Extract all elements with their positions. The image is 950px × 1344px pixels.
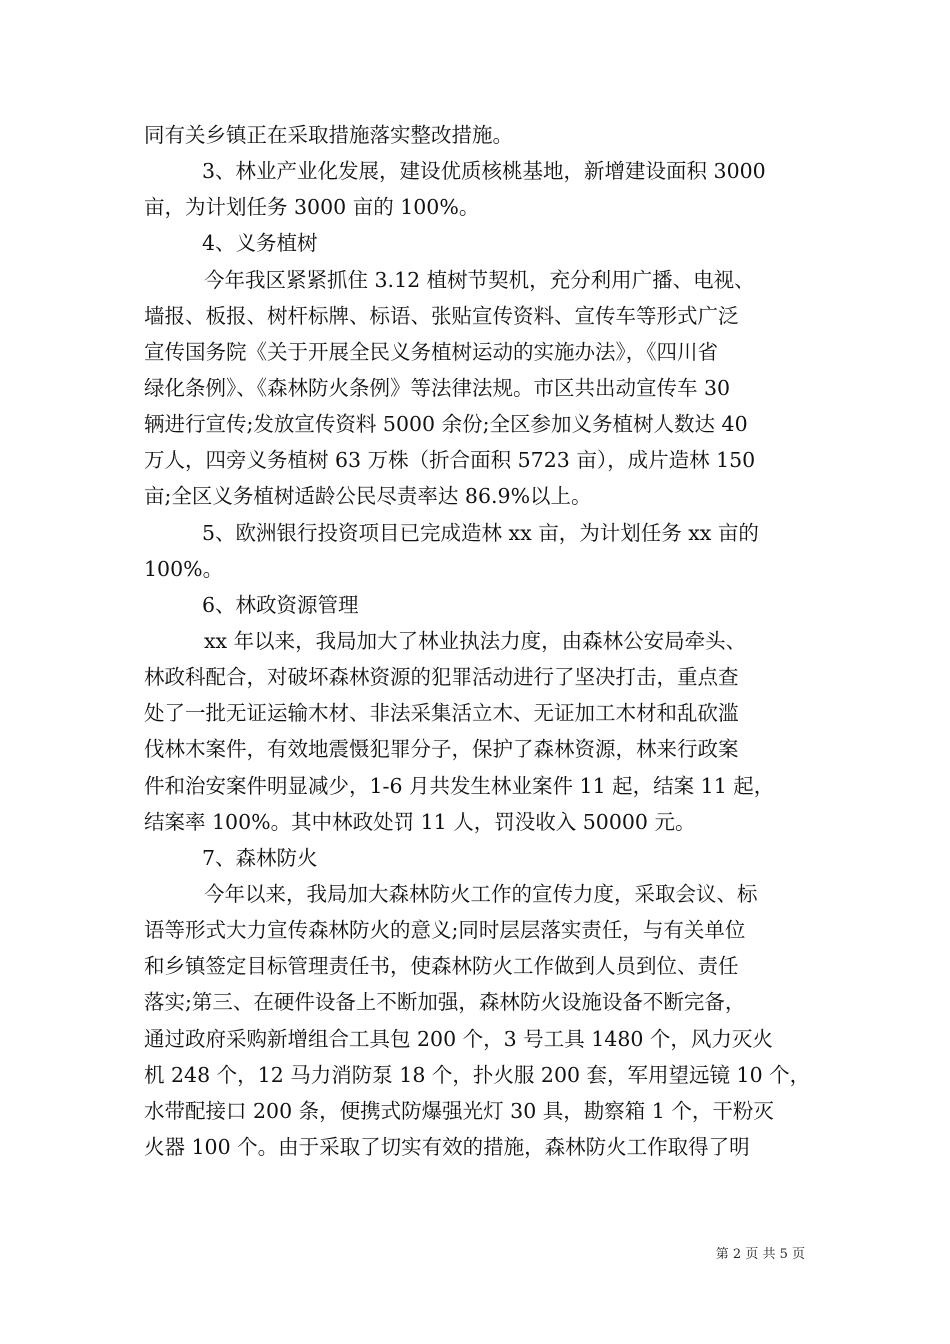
text-line: 语等形式大力宣传森林防火的意义;同时层层落实责任，与有关单位 [144, 918, 746, 943]
text-line: 伐林木案件，有效地震慑犯罪分子，保护了森林资源，林来行政案 [144, 737, 739, 762]
text-line: 亩;全区义务植树适龄公民尽责率达 86.9%以上。 [144, 484, 592, 509]
text-line: 100%。 [144, 556, 224, 581]
text-line: 件和治安案件明显减少，1-6 月共发生林业案件 11 起，结案 11 起， [144, 773, 775, 798]
text-line: 万人，四旁义务植树 63 万株（折合面积 5723 亩），成片造林 150 [144, 448, 756, 473]
text-line: 火器 100 个。由于采取了切实有效的措施，森林防火工作取得了明 [144, 1134, 750, 1159]
text-line: 通过政府采购新增组合工具包 200 个，3 号工具 1480 个，风力灭火 [144, 1026, 773, 1051]
text-line: 今年以来，我局加大森林防火工作的宣传力度，采取会议、标 [204, 881, 758, 906]
text-line: 结案率 100%。其中林政处罚 11 人，罚没收入 50000 元。 [144, 809, 696, 834]
page-number: 第 2 页 共 5 页 [715, 1247, 805, 1262]
text-line: 和乡镇签定目标管理责任书，使森林防火工作做到人员到位、责任 [144, 954, 739, 979]
text-line: 宣传国务院《关于开展全民义务植树运动的实施办法》，《四川省 [144, 339, 718, 364]
text-line: 林政科配合，对破坏森林资源的犯罪活动进行了坚决打击，重点查 [144, 665, 739, 690]
text-line: 水带配接口 200 条，便携式防爆强光灯 30 具，勘察箱 1 个，干粉灭 [144, 1098, 774, 1123]
text-line: 3、林业产业化发展，建设优质核桃基地，新增建设面积 3000 [202, 159, 766, 184]
section-heading: 6、林政资源管理 [202, 592, 359, 617]
text-line: 落实;第三、在硬件设备上不断加强，森林防火设施设备不断完备， [144, 990, 746, 1015]
text-line: 同有关乡镇正在采取措施落实整改措施。 [144, 123, 513, 147]
document-body [144, 117, 814, 1165]
text-line: 今年我区紧紧抓住 3.12 植树节契机，充分利用广播、电视、 [204, 267, 755, 292]
text-line: xx 年以来，我局加大了林业执法力度，由森林公安局牵头、 [204, 628, 747, 653]
text-line: 墙报、板报、树杆标牌、标语、张贴宣传资料、宣传车等形式广泛 [144, 303, 739, 328]
text-line: 处了一批无证运输木材、非法采集活立木、无证加工木材和乱砍滥 [144, 701, 739, 726]
text-line: 辆进行宣传;发放宣传资料 5000 余份;全区参加义务植树人数达 40 [144, 412, 748, 437]
text-line: 机 248 个，12 马力消防泵 18 个，扑火服 200 套，军用望远镜 10 个， [144, 1062, 811, 1087]
text-line: 5、欧洲银行投资项目已完成造林 xx 亩，为计划任务 xx 亩的 [202, 520, 759, 545]
section-heading: 7、森林防火 [202, 845, 318, 870]
section-heading: 4、义务植树 [202, 231, 318, 256]
text-line: 亩，为计划任务 3000 亩的 100%。 [144, 195, 480, 220]
text-line: 绿化条例》、《森林防火条例》等法律法规。市区共出动宣传车 30 [144, 375, 731, 400]
